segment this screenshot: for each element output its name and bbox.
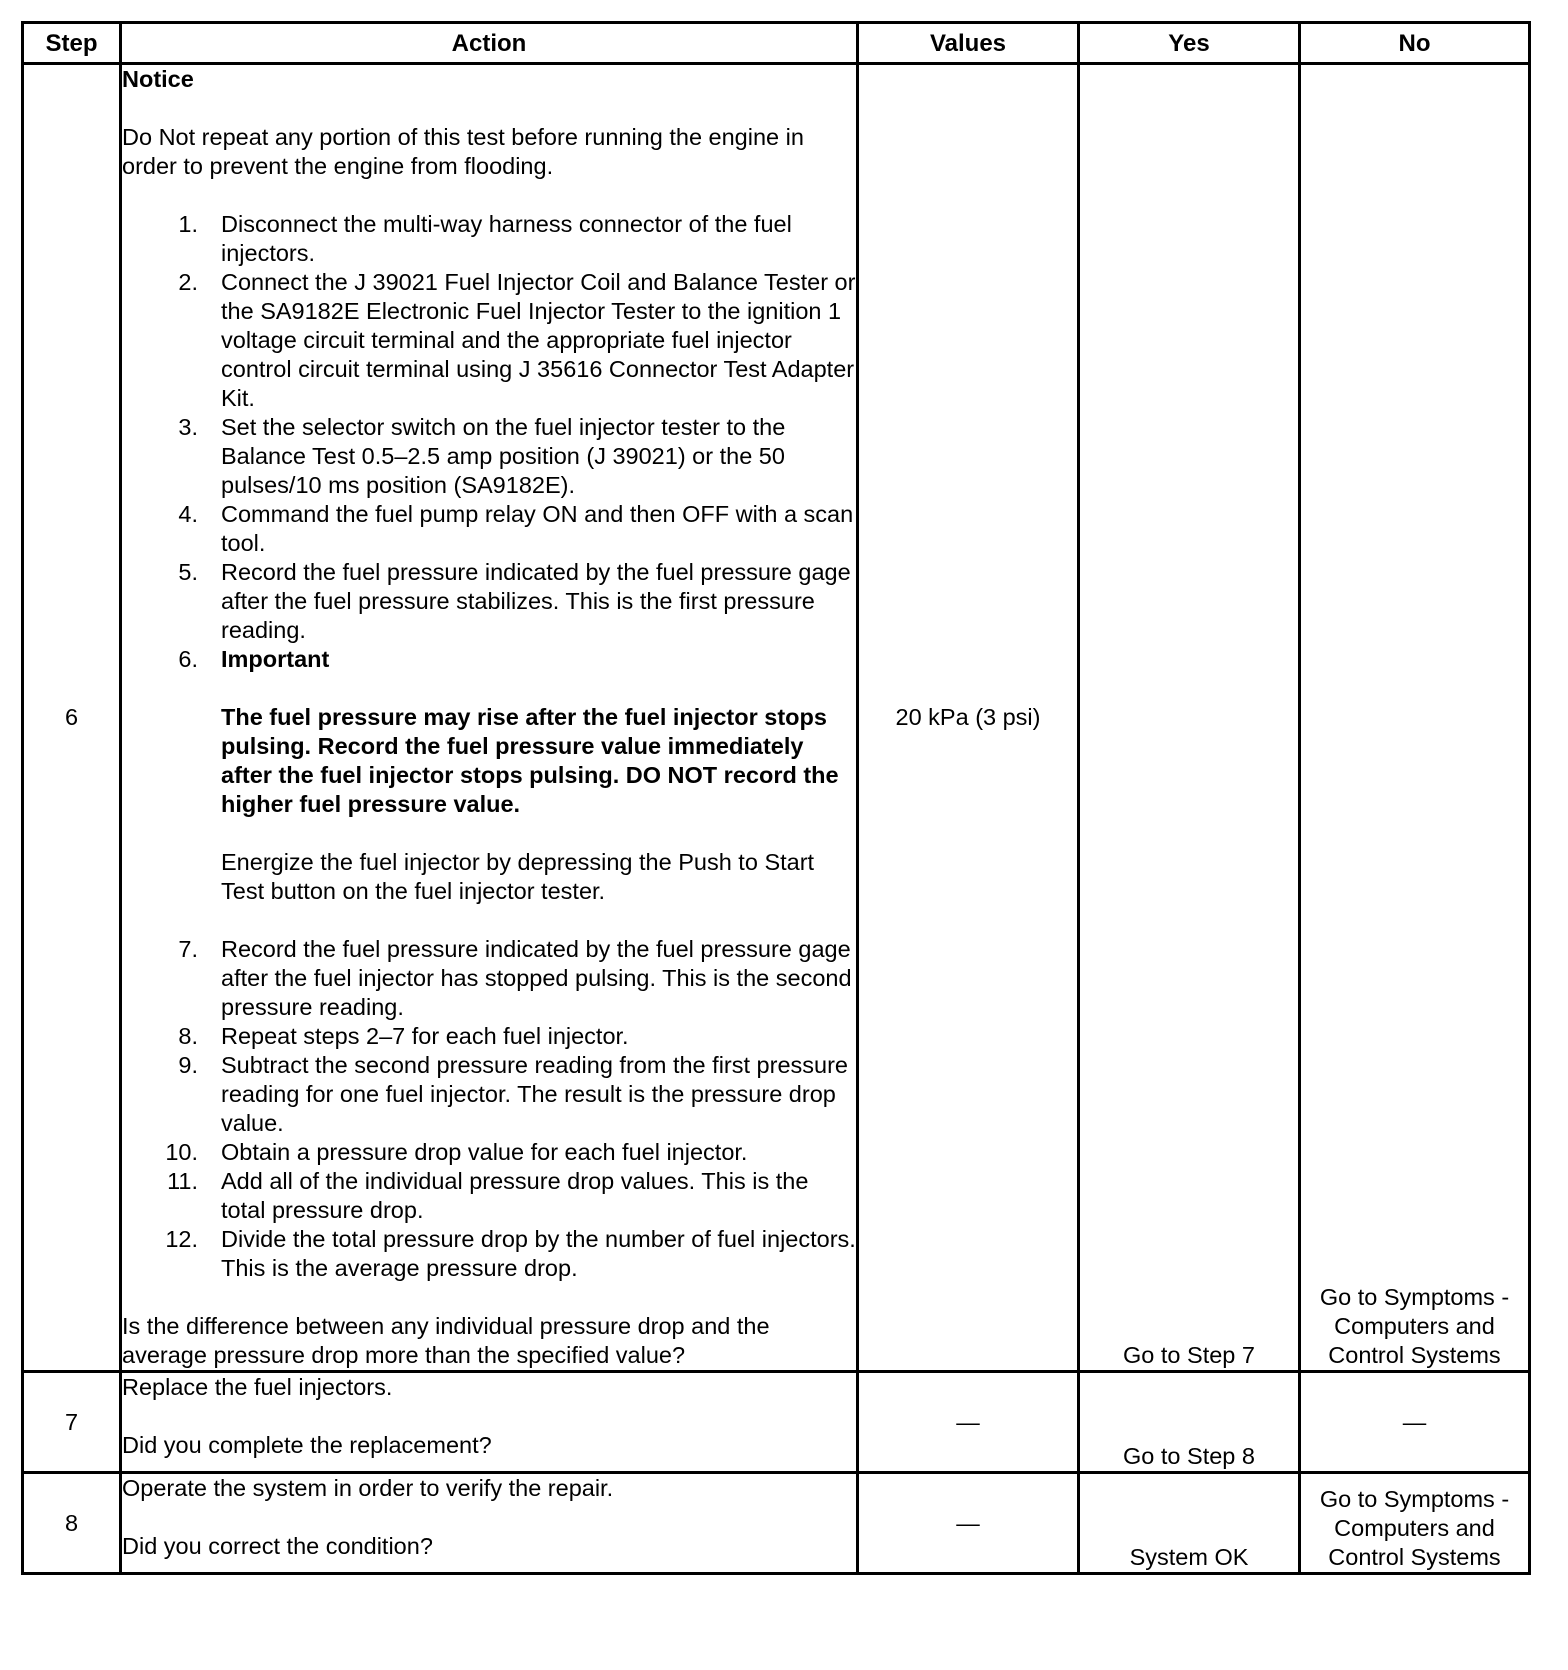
action-text: Operate the system in order to verify the repair. xyxy=(122,1475,614,1501)
step-number: 6 xyxy=(23,64,121,1372)
substep-2 xyxy=(122,268,856,413)
values-cell: — xyxy=(858,1372,1079,1473)
header-action: Action xyxy=(121,23,858,64)
yes-cell: Go to Step 7 xyxy=(1079,64,1300,1372)
no-cell: Go to Symptoms - Computers and Control Systems xyxy=(1300,64,1530,1372)
step-number: 8 xyxy=(23,1473,121,1574)
substep-text: Set the selector switch on the fuel injector tester to the Balance Test 0.5–2.5 amp position (J 39021) or the 50 pulses/10 ms position (SA9182E). xyxy=(221,414,786,498)
substep-text: Obtain a pressure drop value for each fuel injector. xyxy=(221,1139,748,1165)
substep-num: 4. xyxy=(178,501,198,527)
values-cell: — xyxy=(858,1473,1079,1574)
yes-cell: System OK xyxy=(1079,1473,1300,1574)
substep-list xyxy=(122,210,856,1283)
substep-11 xyxy=(122,1167,856,1225)
header-values: Values xyxy=(858,23,1079,64)
substep-text: Record the fuel pressure indicated by the fuel pressure gage after the fuel pressure stabilizes. This is the first pressure reading. xyxy=(221,559,851,643)
question-text: Did you correct the condition? xyxy=(122,1533,433,1559)
notice-title: Notice xyxy=(122,66,194,92)
table-row-step-7 xyxy=(23,1372,1530,1473)
substep-6 xyxy=(122,645,856,906)
substep-text: Connect the J 39021 Fuel Injector Coil and Balance Tester or the SA9182E Electronic Fuel Injector Tester to the ignition 1 voltage circuit terminal and the appropriate fuel injector control circuit terminal using J 35616 Connector Test Adapter Kit. xyxy=(221,269,856,411)
values-cell: 20 kPa (3 psi) xyxy=(858,64,1079,1372)
no-cell: — xyxy=(1300,1372,1530,1473)
action-cell xyxy=(121,1372,858,1473)
table-row-step-8 xyxy=(23,1473,1530,1574)
table-row-step-6 xyxy=(23,64,1530,1372)
substep-5 xyxy=(122,558,856,645)
substep-9 xyxy=(122,1051,856,1138)
substep-num: 12. xyxy=(165,1226,198,1252)
substep-text: Repeat steps 2–7 for each fuel injector. xyxy=(221,1023,629,1049)
substep-3 xyxy=(122,413,856,500)
notice-body: Do Not repeat any portion of this test before running the engine in order to prevent the engine from flooding. xyxy=(122,124,804,179)
important-title: Important xyxy=(221,646,330,672)
substep-text: Divide the total pressure drop by the number of fuel injectors. This is the average pressure drop. xyxy=(221,1226,856,1281)
substep-10 xyxy=(122,1138,856,1167)
substep-text: Disconnect the multi-way harness connector of the fuel injectors. xyxy=(221,211,792,266)
substep-text: Add all of the individual pressure drop values. This is the total pressure drop. xyxy=(221,1168,809,1223)
action-cell xyxy=(121,1473,858,1574)
substep-text: Subtract the second pressure reading from the first pressure reading for one fuel injector. The result is the pressure drop value. xyxy=(221,1052,848,1136)
substep-num: 8. xyxy=(178,1023,198,1049)
action-text: Replace the fuel injectors. xyxy=(122,1374,393,1400)
no-cell: Go to Symptoms - Computers and Control Systems xyxy=(1300,1473,1530,1574)
substep-text: Command the fuel pump relay ON and then OFF with a scan tool. xyxy=(221,501,854,556)
action-cell xyxy=(121,64,858,1372)
header-row xyxy=(23,23,1530,64)
substep-num: 6. xyxy=(178,646,198,672)
substep-num: 2. xyxy=(178,269,198,295)
header-yes: Yes xyxy=(1079,23,1300,64)
substep-text: Energize the fuel injector by depressing the Push to Start Test button on the fuel injector tester. xyxy=(221,849,815,904)
header-no: No xyxy=(1300,23,1530,64)
substep-text: Record the fuel pressure indicated by the fuel pressure gage after the fuel injector has stopped pulsing. This is the second pressure reading. xyxy=(221,936,852,1020)
question-text: Is the difference between any individual pressure drop and the average pressure drop more than the specified value? xyxy=(122,1313,770,1368)
important-body: The fuel pressure may rise after the fuel injector stops pulsing. Record the fuel pressure value immediately after the fuel injector stops pulsing. DO NOT record the higher fuel pressure value. xyxy=(221,704,839,817)
step-number: 7 xyxy=(23,1372,121,1473)
yes-cell: Go to Step 8 xyxy=(1079,1372,1300,1473)
question-text: Did you complete the replacement? xyxy=(122,1432,492,1458)
substep-12 xyxy=(122,1225,856,1283)
substep-4 xyxy=(122,500,856,558)
substep-num: 7. xyxy=(178,936,198,962)
substep-8 xyxy=(122,1022,856,1051)
diagnostic-table xyxy=(21,21,1531,1575)
substep-1 xyxy=(122,210,856,268)
substep-num: 1. xyxy=(178,211,198,237)
substep-num: 9. xyxy=(178,1052,198,1078)
header-step: Step xyxy=(23,23,121,64)
substep-num: 3. xyxy=(178,414,198,440)
substep-num: 5. xyxy=(178,559,198,585)
substep-num: 10. xyxy=(165,1139,198,1165)
substep-num: 11. xyxy=(167,1168,198,1194)
substep-7 xyxy=(122,935,856,1022)
